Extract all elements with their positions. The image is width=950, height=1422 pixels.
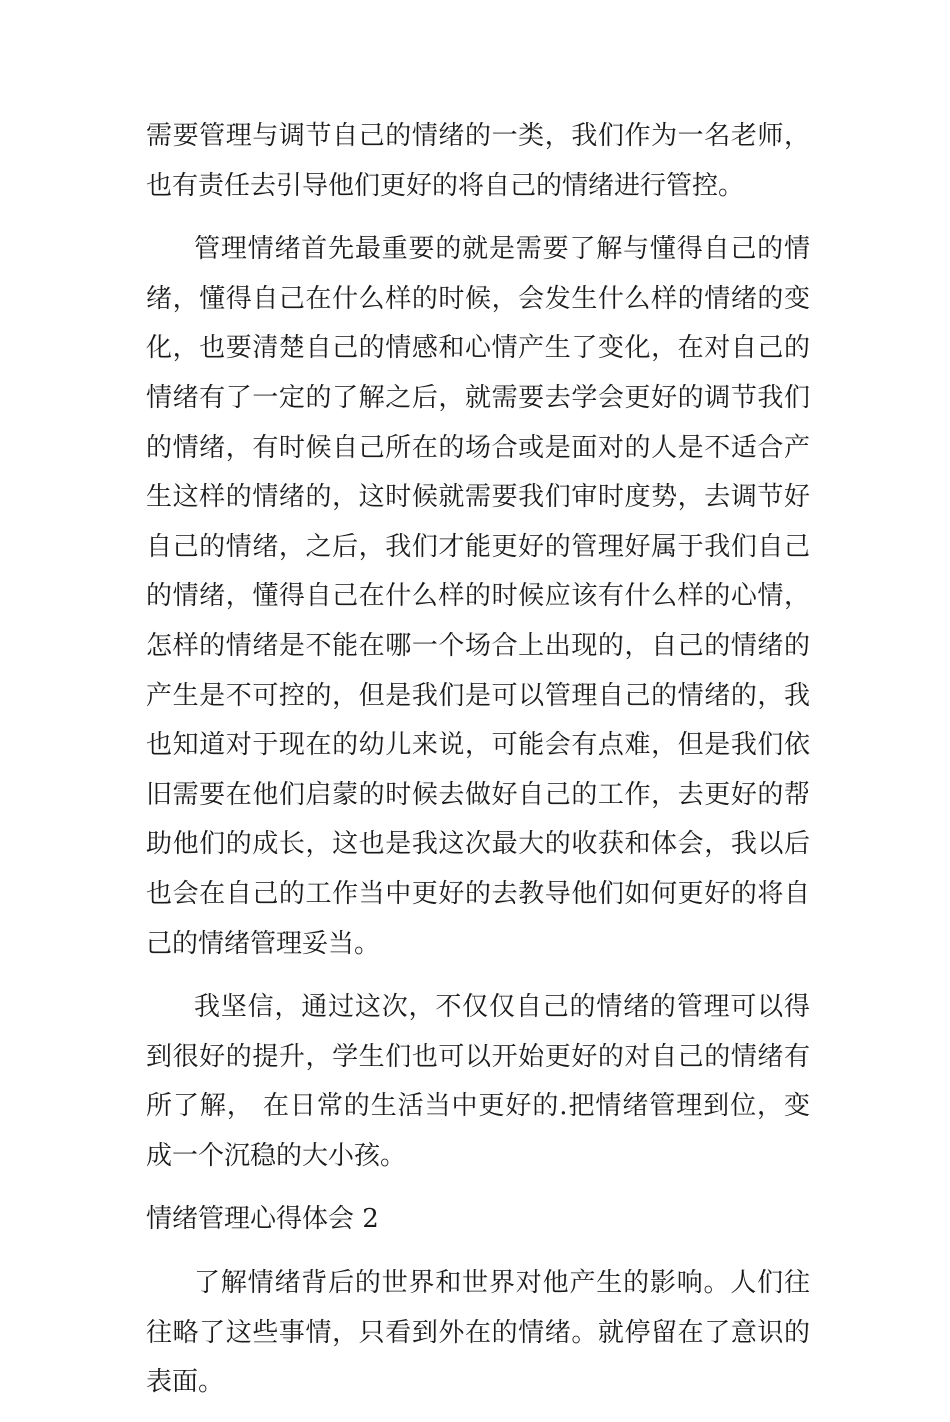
section-heading: 情绪管理心得体会 2 [146,1204,379,1235]
document-body [146,112,810,1422]
paragraph-understanding-emotions: 了解情绪背后的世界和世界对他产生的影响。人们往往略了这些事情，只看到外在的情绪。就停留在了意识的表面。 [146,1268,810,1398]
paragraph-continued: 需要管理与调节自己的情绪的一类，我们作为一名老师，也有责任去引导他们更好的将自己的情绪进行管控。 [146,121,810,201]
paragraph-conviction: 我坚信，通过这次，不仅仅自己的情绪的管理可以得到很好的提升，学生们也可以开始更好的对自己的情绪有所了解， 在日常的生活当中更好的.把情绪管理到位，变成一个沉稳的大小孩。 [146,992,810,1171]
paragraph-managing-emotions: 管理情绪首先最重要的就是需要了解与懂得自己的情绪，懂得自己在什么样的时候，会发生什么样的情绪的变化，也要清楚自己的情感和心情产生了变化，在对自己的情绪有了一定的了解之后，就需要去学会更好的调节我们的情绪，有时候自己所在的场合或是面对的人是不适合产生这样的情绪的，这时候就需要我们审时度势，去调节好自己的情绪，之后，我们才能更好的管理好属于我们自己的情绪，懂得自己在什么样的时候应该有什么样的心情，怎样的情绪是不能在哪一个场合上出现的，自己的情绪的产生是不可控的，但是我们是可以管理自己的情绪的，我也知道对于现在的幼儿来说，可能会有点难，但是我们依旧需要在他们启蒙的时候去做好自己的工作，去更好的帮助他们的成长，这也是我这次最大的收获和体会，我以后也会在自己的工作当中更好的去教导他们如何更好的将自己的情绪管理妥当。 [146,234,810,959]
